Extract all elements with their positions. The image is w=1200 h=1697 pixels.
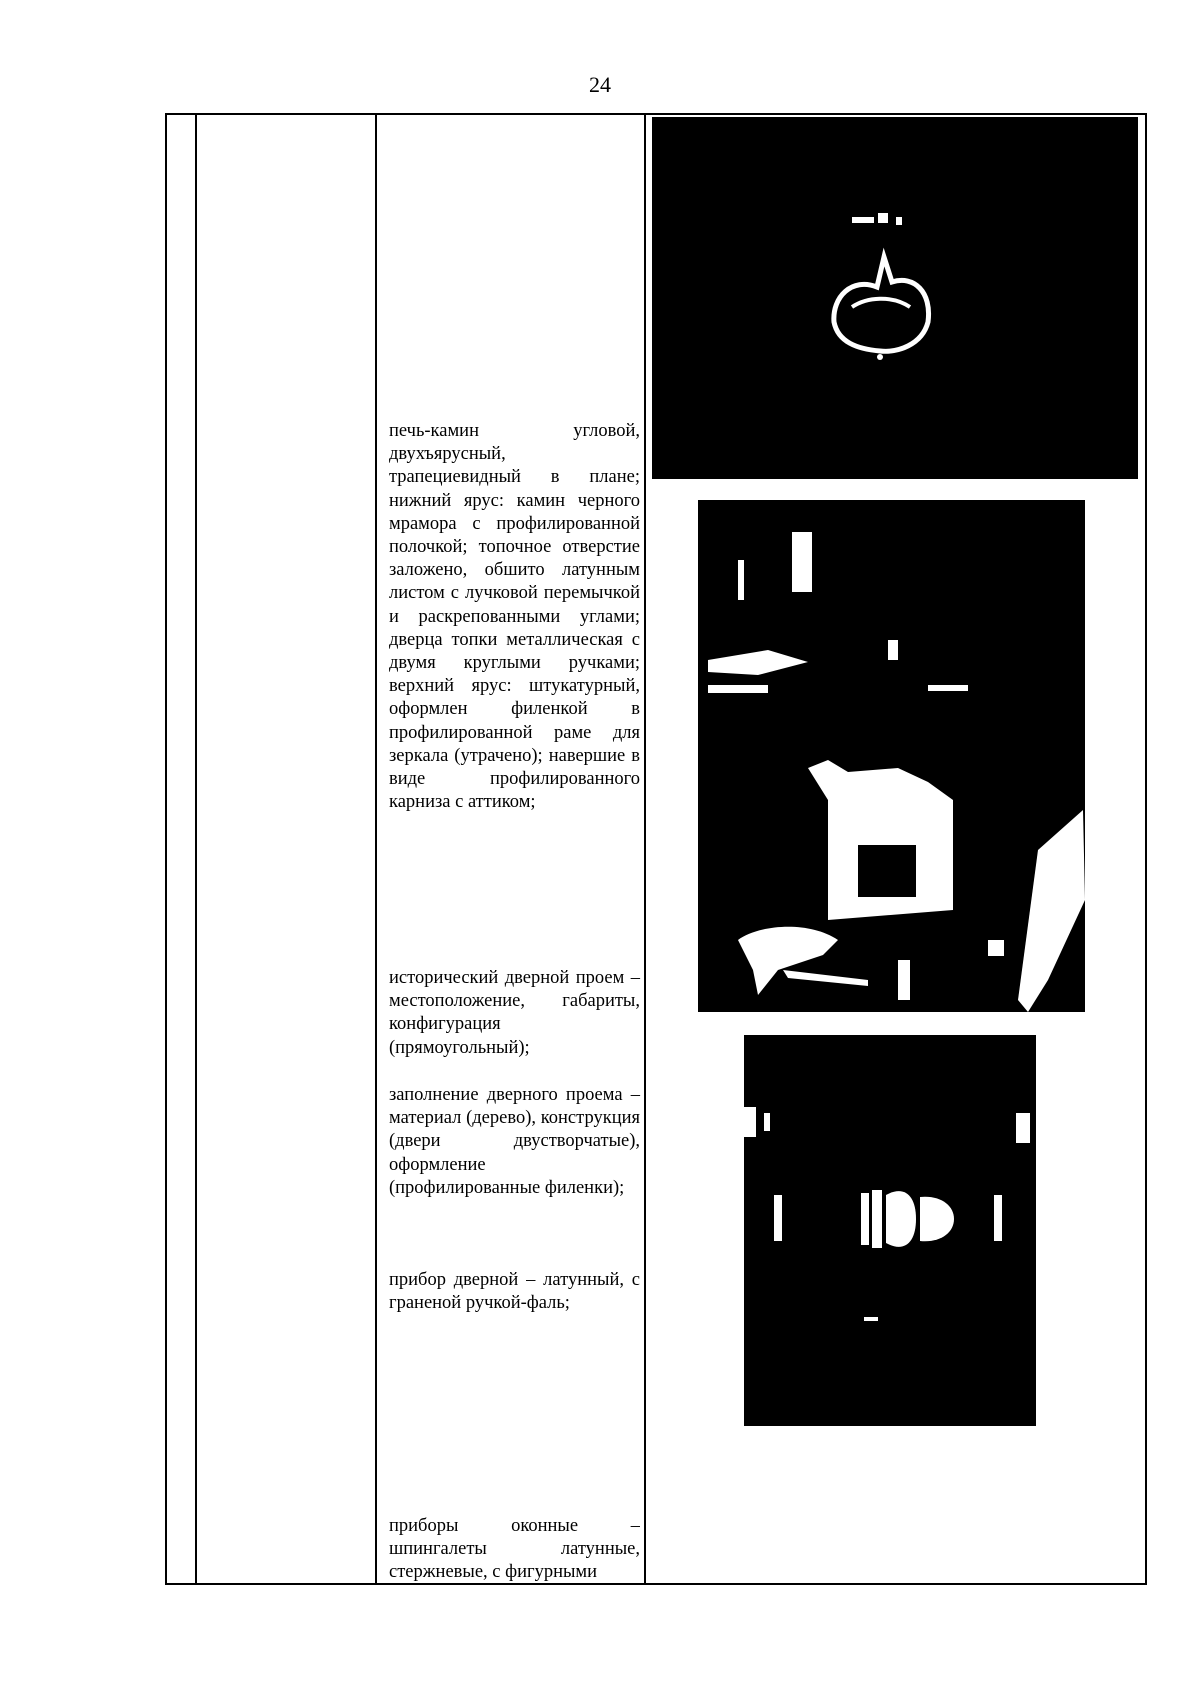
description-window-hardware <box>389 1515 640 1581</box>
description-door-opening <box>389 967 640 1060</box>
fireplace-top-image <box>652 117 1138 479</box>
object-table <box>165 113 1147 1585</box>
description-fireplace <box>389 420 640 814</box>
page-number: 24 <box>589 72 611 97</box>
fireplace-lower-image <box>698 500 1085 1012</box>
column-divider <box>644 115 646 1583</box>
door-handle-photo <box>744 1035 1036 1426</box>
description-text: заполнение дверного проема – материал (дерево), конструкция (двери двустворчатые), оформление (профилированные филенки); <box>389 1085 640 1198</box>
fireplace-lower-photo <box>698 500 1085 1012</box>
door-handle-image <box>744 1035 1036 1426</box>
description-door-hardware <box>389 1269 640 1315</box>
description-text: прибор дверной – латунный, с граненой ручкой-фаль; <box>389 1270 640 1314</box>
description-text: исторический дверной проем – местоположение, габариты, конфигурация (прямоугольный); <box>389 968 640 1058</box>
description-text: печь-камин угловой, двухъярусный, трапециевидный в плане; нижний ярус: камин черного мрамора с профилированной полочкой; топочное отверстие заложено, обшито латунным листом с лучковой перемычкой и раскрепованными углами; дверца топки металлическая с двумя круглыми ручками; верхний ярус: штукатурный, оформлен филенкой в профилированной раме для зеркала (утрачено); навершие в виде профилированного карниза с аттиком; <box>389 421 640 813</box>
fireplace-top-photo <box>652 117 1138 479</box>
description-door-filling <box>389 1084 640 1200</box>
column-divider <box>195 115 197 1583</box>
column-divider <box>375 115 377 1583</box>
description-text: приборы оконные – шпингалеты латунные, стержневые, с фигурными <box>389 1516 640 1581</box>
